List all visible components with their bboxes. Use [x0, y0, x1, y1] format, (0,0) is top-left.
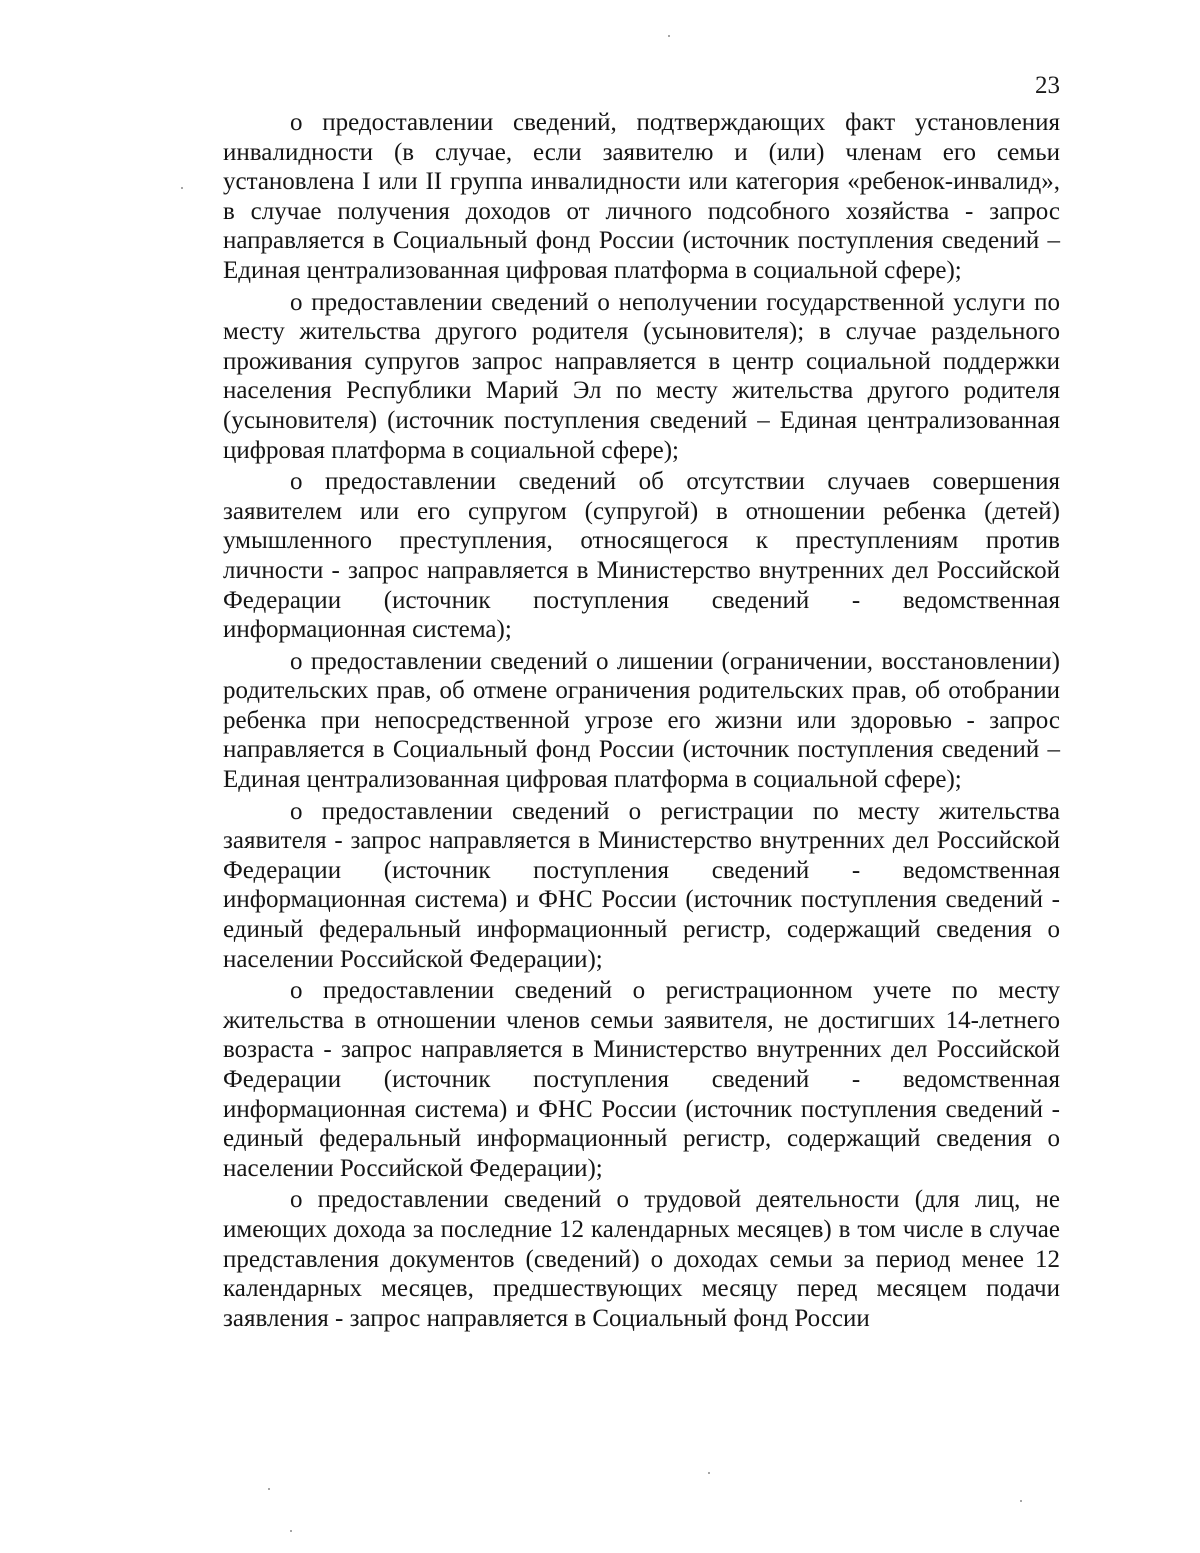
scan-speck [668, 35, 670, 37]
paragraph-disability-info: о предоставлении сведений, подтверждающих факт установления инвалидности (в случае, если заявителю и (или) членам его семьи установлена I или II группа инвалидности или категория «ребенок-инвалид», в случае получения доходов от личного подсобного хозяйства - запрос направляется в Социальный фонд России (источник поступления сведений – Единая централизованная цифровая платформа в социальной сфере); [223, 109, 1060, 284]
paragraph-parental-rights-info: о предоставлении сведений о лишении (ограничении, восстановлении) родительских прав, об отмене ограничения родительских прав, об отобрании ребенка при непосредственной угрозе его жизни или здоровью - запрос направляется в Социальный фонд России (источник поступления сведений – Единая централизованная цифровая платформа в социальной сфере); [223, 647, 1060, 794]
paragraph-minor-registration-info: о предоставлении сведений о регистрационном учете по месту жительства в отношении членов семьи заявителя, не достигших 14-летнего возраста - запрос направляется в Министерство внутренних дел Российской Федерации (источник поступления сведений - ведомственная информационная система) и ФНС России (источник поступления сведений - единый федеральный информационный регистр, содержащий сведения о населении Российской Федерации); [223, 977, 1060, 1182]
scan-speck [1020, 1500, 1022, 1502]
paragraph-non-receipt-info: о предоставлении сведений о неполучении государственной услуги по месту жительства другого родителя (усыновителя); в случае раздельного проживания супругов запрос направляется в центр социальной поддержки населения Республики Марий Эл по месту жительства другого родителя (усыновителя) (источник поступления сведений – Единая централизованная цифровая платформа в социальной сфере); [223, 288, 1060, 464]
paragraph-no-crimes-info: о предоставлении сведений об отсутствии случаев совершения заявителем или его супругом (супругой) в отношении ребенка (детей) умышленного преступления, относящегося к преступлениям против личности - запрос направляется в Министерство внутренних дел Российской Федерации (источник поступления сведений - ведомственная информационная система); [223, 468, 1060, 644]
scan-speck [268, 1488, 270, 1490]
scan-speck [181, 187, 183, 189]
scan-speck [708, 1472, 710, 1474]
page-number: 23 [1035, 72, 1060, 99]
document-body [223, 108, 1060, 1335]
paragraph-registration-info: о предоставлении сведений о регистрации по месту жительства заявителя - запрос направляется в Министерство внутренних дел Российской Федерации (источник поступления сведений - ведомственная информационная система) и ФНС России (источник поступления сведений - единый федеральный информационный регистр, содержащий сведения о населении Российской Федерации); [223, 797, 1060, 973]
paragraph-employment-info: о предоставлении сведений о трудовой деятельности (для лиц, не имеющих дохода за последние 12 календарных месяцев) в том числе в случае представления документов (сведений) о доходах семьи за период менее 12 календарных месяцев, предшествующих месяцу перед месяцем подачи заявления - запрос направляется в Социальный фонд России [223, 1186, 1060, 1332]
scan-speck [290, 1530, 292, 1532]
